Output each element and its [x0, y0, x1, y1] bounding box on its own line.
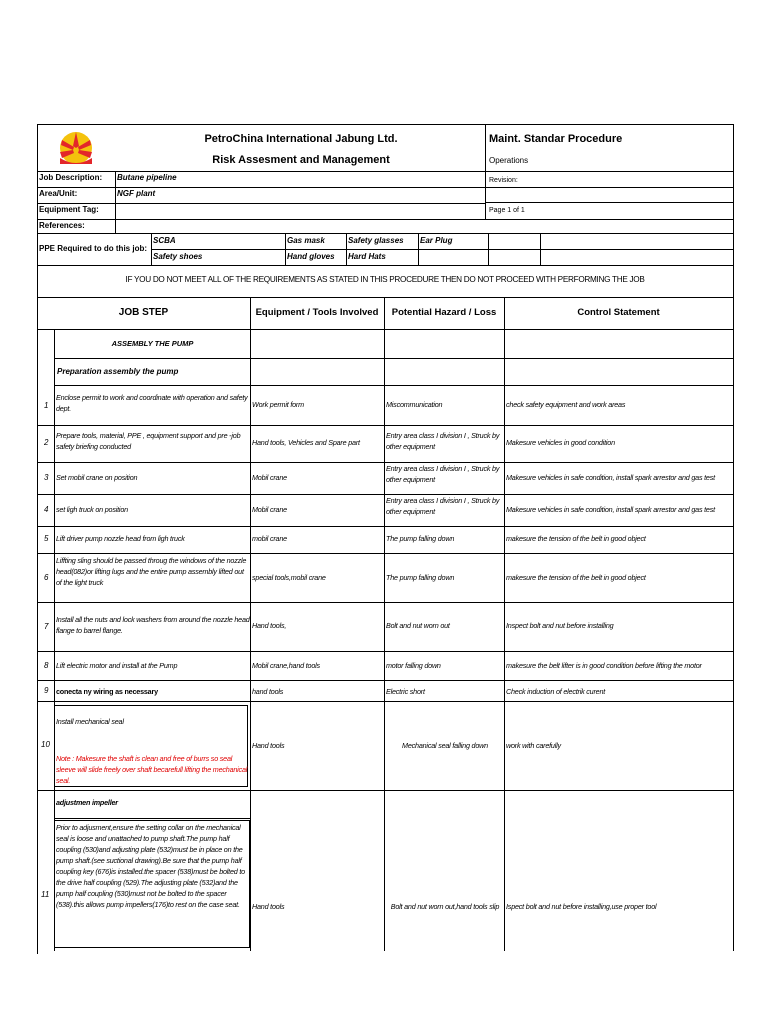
- row-control: Check induction of electrik curent: [506, 687, 606, 696]
- ppe-ear-plug: Ear Plug: [420, 236, 453, 245]
- rule: [37, 602, 733, 603]
- department: Operations: [489, 156, 529, 165]
- company-logo: [52, 128, 100, 168]
- row-step: set ligh truck on position: [56, 505, 128, 514]
- revision-label: Revision:: [489, 177, 518, 184]
- row-control: Makesure vehicles in safe condition, install spark arrestor and gas test: [506, 473, 715, 482]
- rule: [37, 425, 733, 426]
- rule: [37, 265, 733, 266]
- rule: [504, 297, 505, 951]
- row-number: 7: [44, 622, 49, 631]
- row-hazard: Electric short: [386, 687, 425, 696]
- row-tool: Mobil crane: [252, 473, 287, 482]
- rule: [37, 219, 733, 220]
- row-note: Note : Makesure the shaft is clean and free of burrs so seal sleeve will slide freely over shaft becarefull lifting the mechanical seal.: [56, 754, 248, 785]
- row-number: 2: [44, 438, 49, 447]
- header-divider: [485, 124, 486, 220]
- section-preparation: Preparation assembly the pump: [57, 367, 179, 376]
- row-number: 11: [41, 890, 50, 899]
- rule: [37, 297, 733, 298]
- row-hazard: Entry area class I division I , Struck by other equipment: [386, 496, 500, 516]
- area-unit-label: Area/Unit:: [39, 189, 78, 198]
- warning-banner: IF YOU DO NOT MEET ALL OF THE REQUIREMENTS AS STATED IN THIS PROCEDURE THEN DO NOT PROCEED WITH PERFORMING THE JOB: [125, 275, 645, 284]
- col-control: Control Statement: [577, 307, 660, 318]
- col-hazard: Potential Hazard / Loss: [391, 307, 497, 318]
- section-assembly: ASSEMBLY THE PUMP: [111, 339, 194, 348]
- ppe-scba: SCBA: [153, 236, 176, 245]
- row-tool: Work permit form: [252, 400, 304, 409]
- row-hazard: The pump falling down: [386, 573, 455, 582]
- row-hazard: Bolt and nut worn out: [386, 621, 450, 630]
- row-number: 4: [44, 505, 49, 514]
- equipment-tag-label: Equipment Tag:: [39, 205, 99, 214]
- rule: [37, 203, 485, 204]
- col-job-step: JOB STEP: [118, 307, 169, 318]
- row-tool: Hand tools,: [252, 621, 287, 630]
- row-step: Prior to adjusment,ensure the setting collar on the mechanical seal is loose and unattached to pump shaft.The pump half coupling (530)and adjusting plate (532)must be in place on the pump shaft.(see suctional drawing).Be sure that the pump half coupling key (676)is installed.the spacer (538)must be bolted to the drive half coupling (529).The adjusting plate (532)and the pump half coupling (530)must not be bolted to the spacer (538).this allows pump impellers(176)to rest on the case seat.: [56, 823, 245, 909]
- row-hazard: Bolt and nut worn out,hand tools slip: [390, 902, 500, 911]
- rule: [733, 124, 734, 951]
- rule: [37, 680, 733, 681]
- row-control: makesure the tension of the belt in good object: [506, 534, 646, 543]
- rule: [37, 526, 733, 527]
- row-number: 1: [44, 401, 49, 410]
- row-control: Makesure vehicles in good condition: [506, 438, 615, 447]
- ppe-hard-hats: Hard Hats: [348, 252, 386, 261]
- row-control: makesure the tension of the belt in good object: [506, 573, 646, 582]
- row-subheader: adjustmen impeller: [56, 798, 118, 807]
- document-subtitle: Risk Assesment and Management: [212, 154, 390, 166]
- row-control: Inspect bolt and nut before installing: [506, 621, 614, 630]
- page-number: Page 1 of 1: [489, 207, 525, 214]
- rule: [485, 202, 733, 203]
- ppe-gas-mask: Gas mask: [287, 236, 325, 245]
- rule: [37, 701, 733, 702]
- row-hazard: Entry area class I division I , Struck by other equipment: [386, 431, 500, 451]
- rule: [54, 818, 251, 819]
- row-hazard: Mechanical seal falling down: [402, 741, 488, 750]
- row-number: 9: [44, 686, 49, 695]
- row-control: check safety equipment and work areas: [506, 400, 626, 409]
- rule: [37, 462, 733, 463]
- rule: [54, 358, 733, 359]
- rule: [37, 651, 733, 652]
- rule: [37, 790, 733, 791]
- row-number: 6: [44, 573, 49, 582]
- row-step: Liffting sling should be passed throug the windows of the nozzle head(082)or lifting lugs and the entire pump assembly lifted out of the light truck: [56, 556, 247, 587]
- ppe-safety-shoes: Safety shoes: [153, 252, 203, 261]
- area-unit-value: NGF plant: [117, 189, 156, 198]
- row-tool: mobil crane: [252, 534, 287, 543]
- row-number: 10: [41, 740, 50, 749]
- rule: [37, 494, 733, 495]
- row-hazard: Miscommunication: [386, 400, 443, 409]
- rule: [151, 249, 733, 250]
- rule: [37, 233, 733, 234]
- row-step: Set mobil crane on position: [56, 473, 138, 482]
- row-number: 3: [44, 473, 49, 482]
- ppe-hand-gloves: Hand gloves: [287, 252, 335, 261]
- row-step: Lift driver pump nozzle head from ligh truck: [56, 534, 185, 543]
- company-name: PetroChina International Jabung Ltd.: [204, 133, 398, 145]
- row-hazard: The pump falling down: [386, 534, 455, 543]
- rule: [37, 329, 733, 330]
- row-number: 8: [44, 661, 49, 670]
- job-description-label: Job Description:: [39, 173, 103, 182]
- job-description-value: Butane pipeline: [117, 173, 177, 182]
- row-step: Enclose permit to work and coordinate with operation and safety dept.: [56, 393, 248, 413]
- row-control: Ispect bolt and nut before installing,use proper tool: [506, 902, 657, 911]
- col-equipment: Equipment / Tools Involved: [255, 307, 379, 318]
- row-step: Install mechanical seal: [56, 717, 124, 726]
- row-tool: Mobil crane,hand tools: [252, 661, 320, 670]
- row-hazard: motor falling down: [386, 661, 441, 670]
- ppe-safety-glasses: Safety glasses: [348, 236, 404, 245]
- rule: [37, 553, 733, 554]
- procedure-type: Maint. Standar Procedure: [489, 133, 623, 145]
- row-tool: Mobil crane: [252, 505, 287, 514]
- row-control: makesure the belt lifter is in good condition before lifting the motor: [506, 661, 702, 670]
- references-label: References:: [39, 221, 85, 230]
- row-tool: Hand tools: [252, 902, 285, 911]
- row-tool: Hand tools: [252, 741, 285, 750]
- rule: [115, 171, 116, 233]
- row-tool: special tools,mobil crane: [252, 573, 326, 582]
- row-step: conecta ny wiring as necessary: [56, 687, 158, 696]
- row-number: 5: [44, 534, 49, 543]
- row-hazard: Entry area class I division I , Struck by other equipment: [386, 464, 500, 484]
- rule: [54, 385, 733, 386]
- row-tool: Hand tools, Vehicles and Spare part: [252, 438, 360, 447]
- row-tool: hand tools: [252, 687, 284, 696]
- row-step: Install all the nuts and lock washers from around the nozzle head flange to barrel flange.: [56, 615, 250, 635]
- row-step: Prepare tools, material, PPE , equipment support and pre -job safety briefing conducted: [56, 431, 241, 451]
- ppe-label: PPE Required to do this job:: [39, 244, 147, 253]
- rule: [384, 297, 385, 951]
- row-control: work with carefully: [506, 741, 561, 750]
- rule: [37, 171, 733, 172]
- row-control: Makesure vehicles in safe condition, install spark arrestor and gas test: [506, 505, 715, 514]
- row-step: Lift electric motor and install at the Pump: [56, 661, 178, 670]
- rule: [37, 187, 733, 188]
